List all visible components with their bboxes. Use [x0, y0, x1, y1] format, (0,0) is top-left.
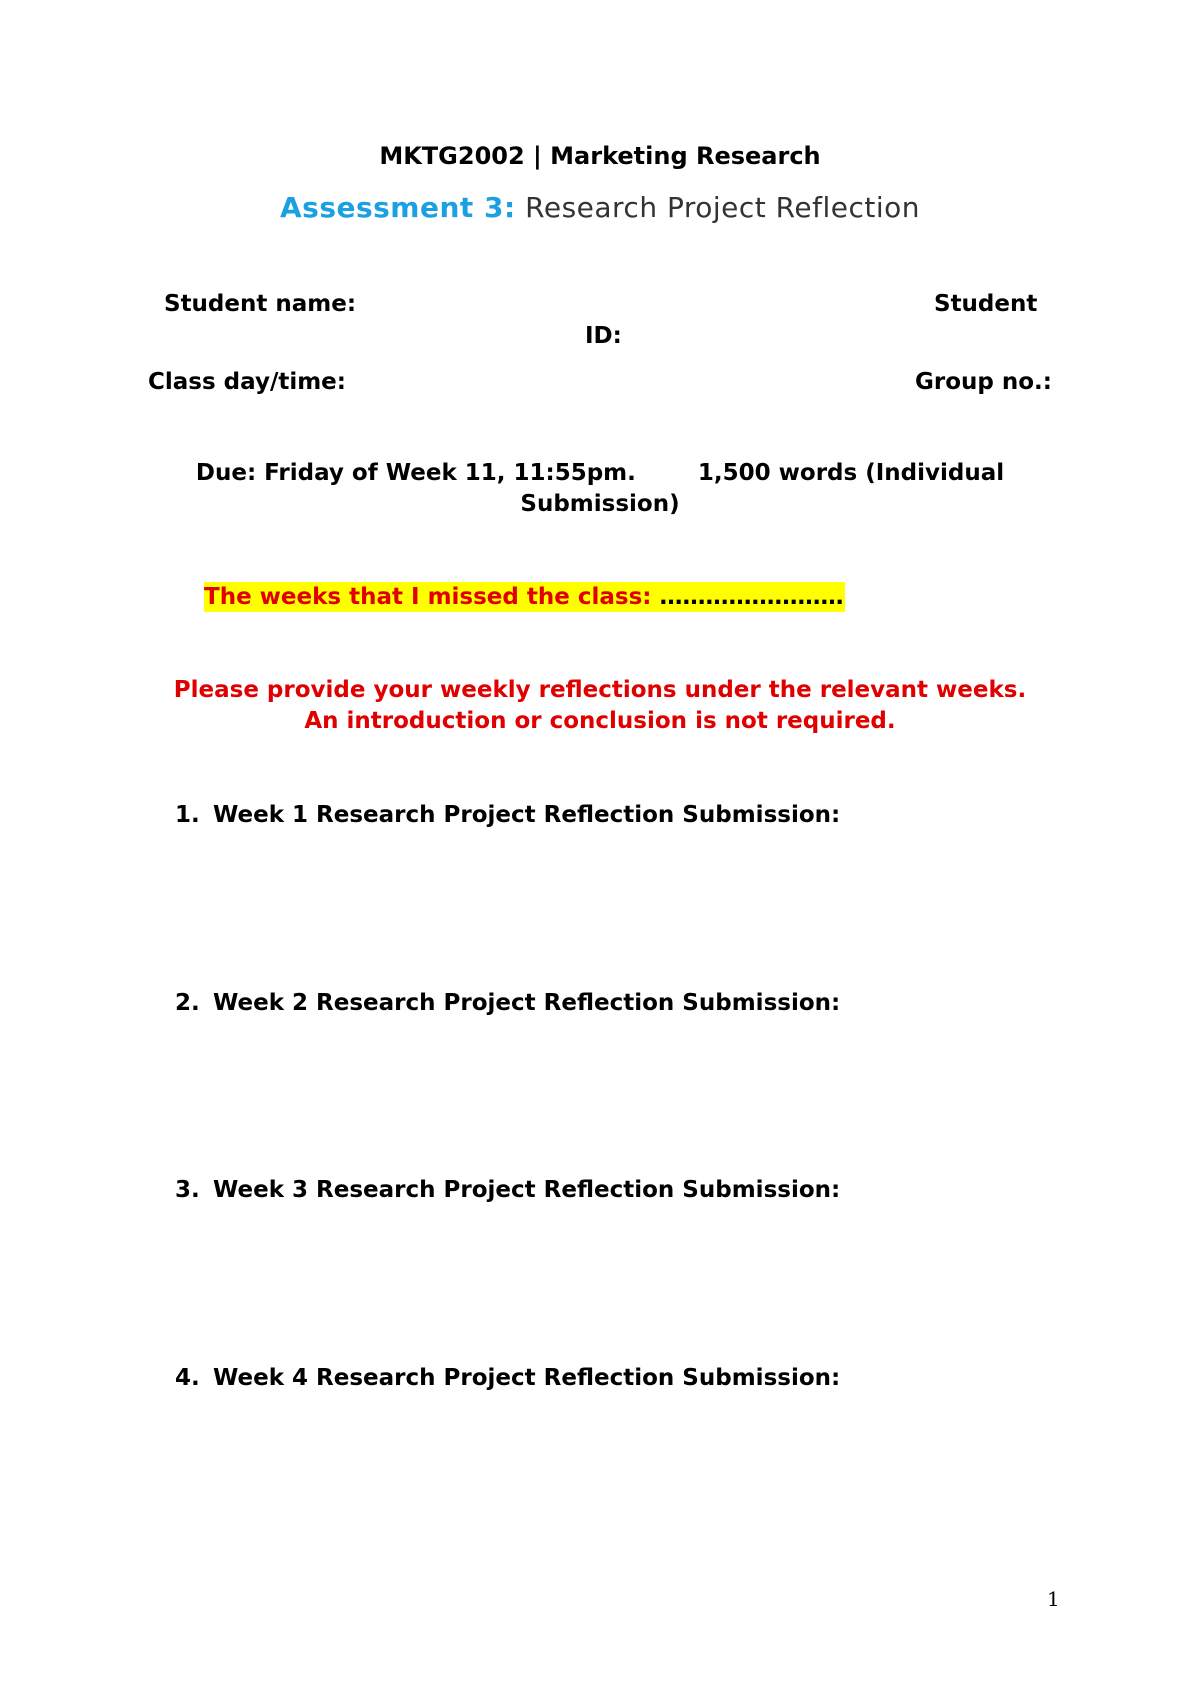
week-3-heading [175, 1175, 840, 1205]
page-number: 1 [1047, 1587, 1060, 1611]
week-1-heading [175, 800, 840, 830]
list-number: 3. [175, 1177, 200, 1203]
missed-weeks-placeholder: …………………… [659, 584, 844, 610]
list-number: 2. [175, 990, 200, 1016]
course-title: MKTG2002 | Marketing Research [379, 142, 821, 170]
instructions [0, 675, 1200, 737]
word-count: 1,500 words (Individual Submission) [520, 460, 1005, 517]
assessment-title [0, 190, 1200, 226]
missed-weeks-field[interactable] [204, 582, 845, 612]
week-heading-label: Week 4 Research Project Reflection Submission: [213, 1365, 841, 1391]
student-label: Student [934, 291, 1038, 317]
due-info [170, 458, 1030, 520]
missed-weeks-label: The weeks that I missed the class: [204, 584, 660, 610]
student-id-label: ID: [585, 323, 622, 349]
week-heading-label: Week 3 Research Project Reflection Submission: [213, 1177, 841, 1203]
list-number: 1. [175, 802, 200, 828]
student-name-label: Student name: [164, 291, 357, 317]
week-4-heading [175, 1363, 840, 1393]
week-heading-label: Week 2 Research Project Reflection Submission: [213, 990, 841, 1016]
due-date: Due: Friday of Week 11, 11:55pm. [195, 460, 636, 486]
group-number-label: Group no.: [915, 369, 1052, 395]
instruction-line-1: Please provide your weekly reflections under the relevant weeks. [173, 677, 1027, 703]
week-heading-label: Week 1 Research Project Reflection Submission: [213, 802, 841, 828]
list-number: 4. [175, 1365, 200, 1391]
week-2-heading [175, 988, 840, 1018]
assessment-number: Assessment 3: [279, 191, 516, 224]
instruction-line-2: An introduction or conclusion is not required. [304, 708, 896, 734]
assessment-name: Research Project Reflection [525, 191, 920, 224]
class-day-time-label: Class day/time: [148, 369, 346, 395]
